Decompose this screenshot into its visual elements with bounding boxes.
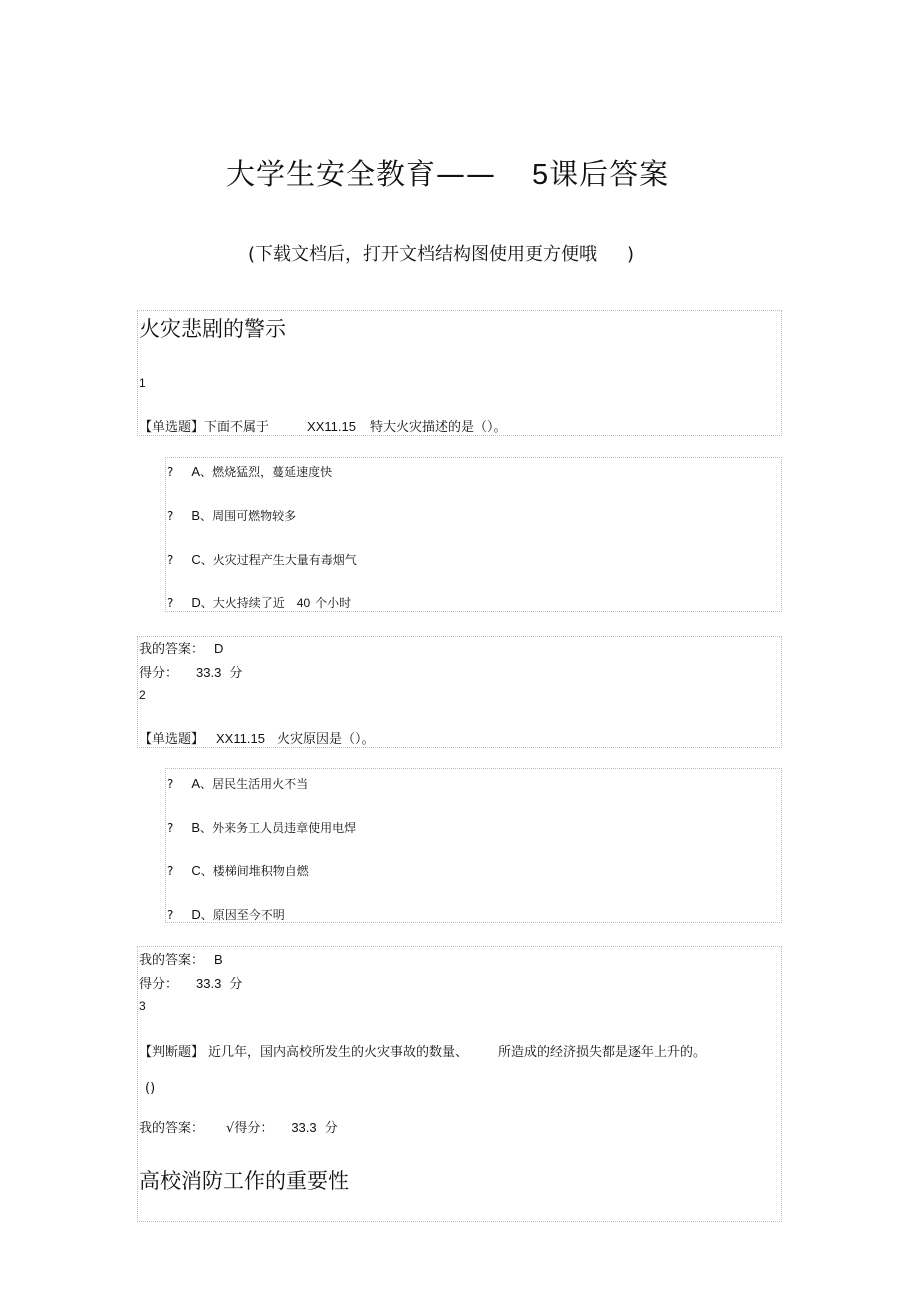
answer-label: 我的答案： — [139, 642, 205, 657]
question-2-text-b: XX11.15 — [216, 731, 265, 746]
answer-check-icon: √ — [226, 1121, 235, 1136]
question-1-type: 【单选题】 — [139, 420, 205, 435]
option-letter: B — [191, 820, 201, 835]
answer-value: B — [214, 952, 223, 967]
question-1-text-a: 下面不属于 — [204, 420, 270, 435]
option-row[interactable] — [167, 775, 308, 792]
option-text: 原因至今不明 — [212, 908, 285, 922]
option-text: 外来务工人员违章使用电焊 — [212, 821, 357, 835]
option-bullet: ? — [167, 777, 174, 791]
option-letter: B — [191, 508, 201, 523]
answer-3-line — [139, 1117, 338, 1136]
score-label: 得分： — [139, 666, 179, 681]
option-bullet: ? — [167, 553, 174, 567]
option-row[interactable] — [167, 862, 309, 879]
document-subtitle — [248, 240, 634, 266]
option-bullet: ? — [167, 465, 174, 479]
option-row[interactable] — [167, 819, 356, 836]
score-label: 得分： — [139, 977, 179, 992]
question-2-text-c: 火灾原因是（）。 — [276, 732, 375, 747]
option-bullet: ? — [167, 908, 174, 922]
option-bullet: ? — [167, 821, 174, 835]
question-3-text-c: 所造成的经济损失都是逐年上升的。 — [498, 1045, 707, 1060]
option-text: 楼梯间堆积物自燃 — [212, 864, 309, 878]
question-1-text-b: XX11.15 — [307, 419, 356, 434]
option-bullet: ? — [167, 864, 174, 878]
option-separator: 、 — [200, 908, 213, 922]
option-text: 周围可燃物较多 — [212, 509, 297, 523]
question-2-stem — [139, 728, 374, 747]
score-value: 33.3 — [196, 976, 222, 991]
option-separator: 、 — [200, 821, 213, 835]
option-row[interactable] — [167, 463, 332, 480]
question-3-type: 【判断题】 — [139, 1045, 205, 1060]
question-2-type: 【单选题】 — [139, 732, 205, 747]
question-2-number: 2 — [139, 688, 146, 702]
option-text-number: 40 — [296, 596, 311, 610]
section-2-heading: 高校消防工作的重要性 — [139, 1169, 349, 1193]
subtitle-close-paren: ) — [627, 244, 635, 265]
option-text-suffix: 个小时 — [315, 596, 352, 610]
title-part-2: 5课后答案 — [532, 159, 670, 191]
option-text: 火灾过程产生大量有毒烟气 — [212, 553, 357, 567]
subtitle-text: (下载文档后，打开文档结构图使用更方便哦 — [248, 244, 598, 265]
option-letter: D — [191, 907, 201, 922]
option-bullet: ? — [167, 509, 174, 523]
score-unit: 分 — [229, 666, 243, 681]
answer-1-line — [139, 638, 223, 657]
question-1-text-c: 特大火灾描述的是（）。 — [369, 420, 507, 435]
option-separator: 、 — [200, 596, 213, 610]
option-text: 居民生活用火不当 — [212, 777, 309, 791]
answer-label: 我的答案： — [139, 1121, 205, 1136]
option-text: 大火持续了近 — [212, 596, 285, 610]
option-row[interactable] — [167, 906, 285, 923]
answer-2-line — [139, 949, 223, 968]
question-1-number: 1 — [139, 376, 146, 390]
option-separator: 、 — [200, 465, 213, 479]
option-text: 燃烧猛烈，蔓延速度快 — [212, 465, 333, 479]
score-unit: 分 — [324, 1121, 338, 1136]
document-title — [226, 152, 669, 193]
question-3-stem — [139, 1041, 706, 1060]
score-value: 33.3 — [291, 1120, 317, 1135]
question-3-text-a: 近几年，国内高校所发生的火灾事故的数量、 — [208, 1045, 469, 1060]
option-separator: 、 — [200, 553, 213, 567]
score-label: 得分： — [234, 1121, 274, 1136]
question-3-paren: () — [145, 1081, 156, 1096]
option-letter: A — [191, 776, 201, 791]
option-row[interactable] — [167, 594, 351, 611]
score-value: 33.3 — [196, 665, 222, 680]
answer-value: D — [214, 641, 224, 656]
option-letter: C — [191, 863, 201, 878]
option-letter: D — [191, 595, 201, 610]
option-separator: 、 — [200, 777, 213, 791]
option-row[interactable] — [167, 507, 296, 524]
option-letter: A — [191, 464, 201, 479]
option-row[interactable] — [167, 551, 357, 568]
option-letter: C — [191, 552, 201, 567]
option-separator: 、 — [200, 864, 213, 878]
title-part-1: 大学生安全教育—— — [226, 157, 497, 191]
score-unit: 分 — [229, 977, 243, 992]
score-1-line — [139, 662, 242, 681]
option-separator: 、 — [200, 509, 213, 523]
section-1-heading: 火灾悲剧的警示 — [139, 317, 286, 341]
score-2-line — [139, 973, 242, 992]
question-3-number: 3 — [139, 999, 146, 1013]
answer-label: 我的答案： — [139, 953, 205, 968]
option-bullet: ? — [167, 596, 174, 610]
question-1-stem — [139, 416, 506, 435]
question-1-options-box — [165, 457, 782, 612]
